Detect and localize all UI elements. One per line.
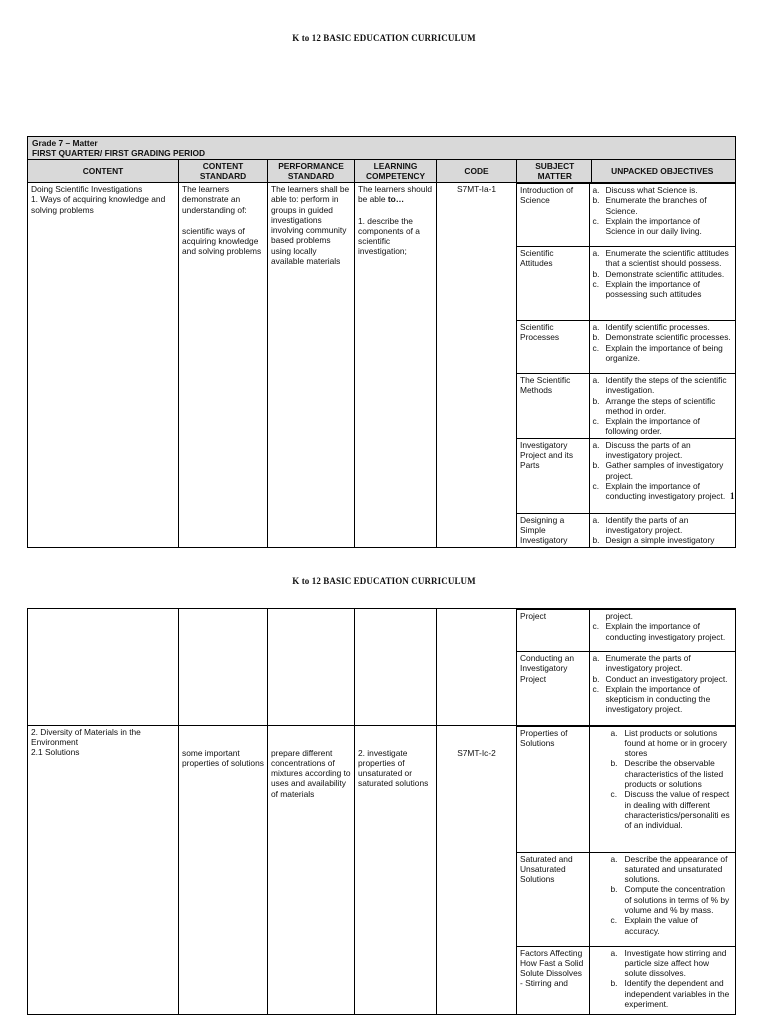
subject-row: [517, 321, 735, 374]
objective-item: [593, 216, 733, 237]
objective-marker: b.: [592, 195, 600, 206]
objective-marker: a.: [592, 322, 600, 332]
objective-marker: a.: [592, 653, 600, 663]
objective-marker: a.: [592, 248, 600, 258]
objective-text: Enumerate the branches of Science.: [605, 195, 707, 216]
curriculum-table-page-1: [27, 136, 735, 548]
learning-competency-text: 1. describe the components of a scientific investigation;: [358, 215, 420, 257]
objective-item: [593, 396, 733, 417]
subject-objectives-cell: [517, 609, 736, 726]
objective-item: [593, 611, 733, 621]
content-standard-text: The learners demonstrate an understanding of:: [182, 184, 247, 215]
objective-marker: b.: [610, 884, 618, 895]
subject-row: [517, 946, 735, 1014]
col-subject-matter: SUBJECT MATTER: [535, 161, 575, 181]
subject-matter-cell: Project: [517, 610, 589, 652]
objective-text: Explain the importance of being organize.: [605, 342, 723, 363]
objective-text: Conduct an investigatory project.: [605, 673, 728, 684]
subject-objectives-cell: [517, 183, 736, 548]
subject-row: [517, 652, 735, 725]
objective-text: Identify the dependent and independent variables in the experiment.: [624, 978, 730, 1009]
objective-text: Explain the value of accuracy.: [624, 915, 698, 936]
page-header-2: K to 12 BASIC EDUCATION CURRICULUM: [292, 576, 476, 586]
objectives-cell: [589, 852, 735, 946]
objective-text: Compute the concentration of solutions in terms of % by volume and % by mass.: [624, 884, 730, 915]
code-text: S7MT-Ic-2: [457, 747, 496, 758]
objective-marker: c.: [592, 480, 600, 491]
objective-marker: b.: [592, 268, 600, 279]
objective-marker: b.: [592, 395, 600, 406]
content-cell: [28, 725, 179, 1015]
objective-text: Explain the importance of following order.: [605, 416, 701, 437]
table-row: [28, 725, 736, 1015]
objective-item: [593, 332, 733, 342]
objective-text: Design a simple investigatory: [605, 535, 715, 546]
objective-item: [593, 915, 733, 936]
subject-row: [517, 852, 735, 946]
objective-marker: c.: [610, 915, 618, 926]
objective-item: [593, 322, 733, 332]
content-cell: [28, 183, 179, 548]
objective-text: project.: [605, 611, 633, 621]
objective-text: Identify scientific processes.: [605, 322, 710, 332]
objective-item: [593, 758, 733, 789]
subject-matter-cell: The Scientific Methods: [517, 374, 589, 439]
performance-standard-cell: [268, 609, 355, 726]
code-cell: [437, 725, 517, 1015]
subject-row: [517, 610, 735, 652]
performance-standard-cell: The learners shall be able to: perform in groups in guided investigations involving community based problems using locally available materials: [268, 183, 355, 548]
content-line: 2.1 Solutions: [31, 747, 80, 758]
objective-marker: a.: [592, 185, 600, 195]
objective-marker: a.: [610, 853, 618, 864]
code-cell: [437, 609, 517, 726]
content-standard-cell: [179, 609, 268, 726]
objective-item: [593, 789, 733, 830]
code-cell: S7MT-Ia-1: [437, 183, 517, 548]
objective-text: Explain the importance of skepticism in conducting the investigatory project.: [605, 683, 711, 715]
objectives-cell: [589, 247, 735, 321]
grade-title: Grade 7 – Matter: [32, 138, 98, 148]
objective-item: [593, 269, 733, 279]
objective-marker: b.: [610, 978, 618, 989]
objective-text: Describe the appearance of saturated and unsaturated solutions.: [624, 853, 728, 885]
objective-item: [593, 481, 733, 502]
objective-marker: c.: [592, 416, 600, 427]
content-line: Doing Scientific Investigations: [31, 184, 143, 194]
content-standard-text: some important properties of solutions: [182, 747, 264, 768]
objective-marker: c.: [592, 215, 600, 226]
objective-text: Identify the steps of the scientific investigation.: [605, 375, 727, 396]
objective-item: [593, 440, 733, 461]
performance-standard-cell: [268, 725, 355, 1015]
column-header-row: [28, 160, 736, 183]
objective-item: [593, 621, 733, 642]
objective-text: Demonstrate scientific processes.: [605, 332, 731, 343]
objective-item: [593, 674, 733, 684]
content-line: 1. Ways of acquiring knowledge and solving problems: [31, 194, 166, 215]
col-subject-unpacked-header: [517, 160, 736, 183]
objective-text: Explain the importance of possessing such attitudes: [605, 278, 702, 300]
objective-text: Enumerate the scientific attitudes that a scientist should possess.: [605, 248, 729, 269]
objective-item: [593, 684, 733, 715]
col-code: CODE: [437, 160, 517, 183]
objective-marker: a.: [592, 514, 600, 525]
col-unpacked-objectives: UNPACKED OBJECTIVES: [591, 160, 733, 182]
objective-marker: c.: [592, 683, 600, 694]
objectives-cell: [589, 652, 735, 725]
objective-item: [593, 185, 733, 195]
objective-item: [593, 854, 733, 885]
objective-text: Investigate how stirring and particle size affect how solute dissolves.: [624, 947, 727, 979]
objective-text: Discuss the value of respect in dealing with different characteristics/personaliti es of an individual.: [624, 789, 730, 831]
objective-marker: b.: [592, 460, 600, 471]
objective-item: [593, 728, 733, 759]
learning-competency-intro: The learners should be able to…: [358, 184, 433, 205]
objective-item: [593, 460, 733, 481]
page-header-1: K to 12 BASIC EDUCATION CURRICULUM: [292, 33, 476, 43]
table-row: [28, 609, 736, 726]
subject-matter-cell: Introduction of Science: [517, 184, 589, 247]
objective-item: [593, 375, 733, 396]
objective-marker: b.: [592, 332, 600, 343]
subject-row: [517, 374, 735, 439]
performance-standard-text: prepare different concentrations of mixtures according to uses and availability of materials: [271, 747, 351, 799]
objective-text: Explain the importance of conducting investigatory project.: [605, 621, 726, 642]
objective-item: [593, 948, 733, 979]
objective-marker: a.: [610, 947, 618, 958]
curriculum-table: [27, 136, 736, 548]
subject-matter-cell: Properties of Solutions: [517, 726, 589, 852]
content-cell: [28, 609, 179, 726]
col-content: CONTENT: [28, 160, 179, 183]
objective-item: [593, 515, 733, 536]
objectives-cell: [589, 513, 735, 546]
col-content-standard: CONTENT STANDARD: [179, 160, 268, 183]
objective-marker: c.: [592, 278, 600, 289]
objectives-cell: [589, 321, 735, 374]
objective-marker: c.: [592, 621, 600, 632]
objective-item: [593, 343, 733, 364]
page-number: 1: [730, 491, 735, 501]
objective-marker: a.: [592, 439, 600, 450]
objectives-cell: [589, 438, 735, 513]
subject-matter-cell: Scientific Attitudes: [517, 247, 589, 321]
objective-text: Explain the importance of conducting investigatory project.: [605, 480, 726, 502]
subject-matter-cell: Factors Affecting How Fast a Solid Solute Dissolves - Stirring and: [517, 946, 589, 1014]
objectives-cell: [589, 946, 735, 1014]
subject-matter-cell: Scientific Processes: [517, 321, 589, 374]
subject-row: [517, 438, 735, 513]
objective-item: [593, 978, 733, 1009]
subject-matter-cell: Investigatory Project and its Parts: [517, 438, 589, 513]
objective-text: Demonstrate scientific attitudes.: [605, 268, 725, 279]
subject-matter-cell: Conducting an Investigatory Project: [517, 652, 589, 725]
objective-text: Arrange the steps of scientific method in order.: [605, 395, 716, 416]
objective-item: [593, 653, 733, 674]
objective-text: Identify the parts of an investigatory project.: [605, 514, 689, 536]
objective-text: Gather samples of investigatory project.: [605, 460, 724, 481]
grade-row: [28, 137, 736, 160]
objective-text: Discuss the parts of an investigatory project.: [605, 439, 691, 461]
content-line: 2. Diversity of Materials in the Environment: [31, 726, 141, 747]
col-learning-competency: LEARNING COMPETENCY: [355, 160, 437, 183]
subject-row: [517, 726, 735, 852]
objectives-cell: [589, 184, 735, 247]
objective-text: Discuss what Science is.: [605, 185, 698, 195]
objective-marker: b.: [610, 758, 618, 769]
subject-matter-cell: Saturated and Unsaturated Solutions: [517, 852, 589, 946]
table-row: [28, 183, 736, 548]
objective-text: Explain the importance of Science in our daily living.: [605, 215, 702, 237]
learning-competency-cell: [355, 609, 437, 726]
learning-competency-text: 2. investigate properties of unsaturated or saturated solutions: [358, 747, 429, 789]
objective-item: [593, 884, 733, 915]
objective-marker: a.: [610, 727, 618, 738]
objective-marker: c.: [592, 342, 600, 353]
subject-row: [517, 513, 735, 546]
quarter-title: FIRST QUARTER/ FIRST GRADING PERIOD: [32, 148, 206, 158]
objective-marker: b.: [592, 535, 600, 546]
objectives-cell: [589, 610, 735, 652]
objective-marker: a.: [592, 375, 600, 385]
learning-competency-cell: [355, 183, 437, 548]
objective-marker: c.: [610, 789, 618, 800]
content-standard-text: scientific ways of acquiring knowledge and solving problems: [182, 225, 262, 257]
subject-row: [517, 247, 735, 321]
subject-matter-cell: Designing a Simple Investigatory: [517, 513, 589, 546]
objectives-cell: [589, 726, 735, 852]
subject-row: [517, 184, 735, 247]
content-standard-cell: [179, 725, 268, 1015]
objective-item: [593, 248, 733, 269]
learning-competency-cell: [355, 725, 437, 1015]
objective-item: [593, 535, 733, 545]
objective-marker: b.: [592, 673, 600, 684]
col-performance-standard: PERFORMANCE STANDARD: [268, 160, 355, 183]
objective-text: Enumerate the parts of investigatory project.: [605, 653, 691, 674]
objective-item: [593, 416, 733, 437]
objective-text: Describe the observable characteristics of the listed products or solutions: [624, 758, 724, 789]
curriculum-table-page-2: [27, 608, 735, 1015]
objective-text: List products or solutions found at home or in grocery stores: [624, 727, 727, 759]
objectives-cell: [589, 374, 735, 439]
curriculum-table: [27, 608, 736, 1015]
objective-item: [593, 195, 733, 216]
objective-item: [593, 279, 733, 300]
subject-objectives-cell: [517, 725, 736, 1015]
content-standard-cell: [179, 183, 268, 548]
